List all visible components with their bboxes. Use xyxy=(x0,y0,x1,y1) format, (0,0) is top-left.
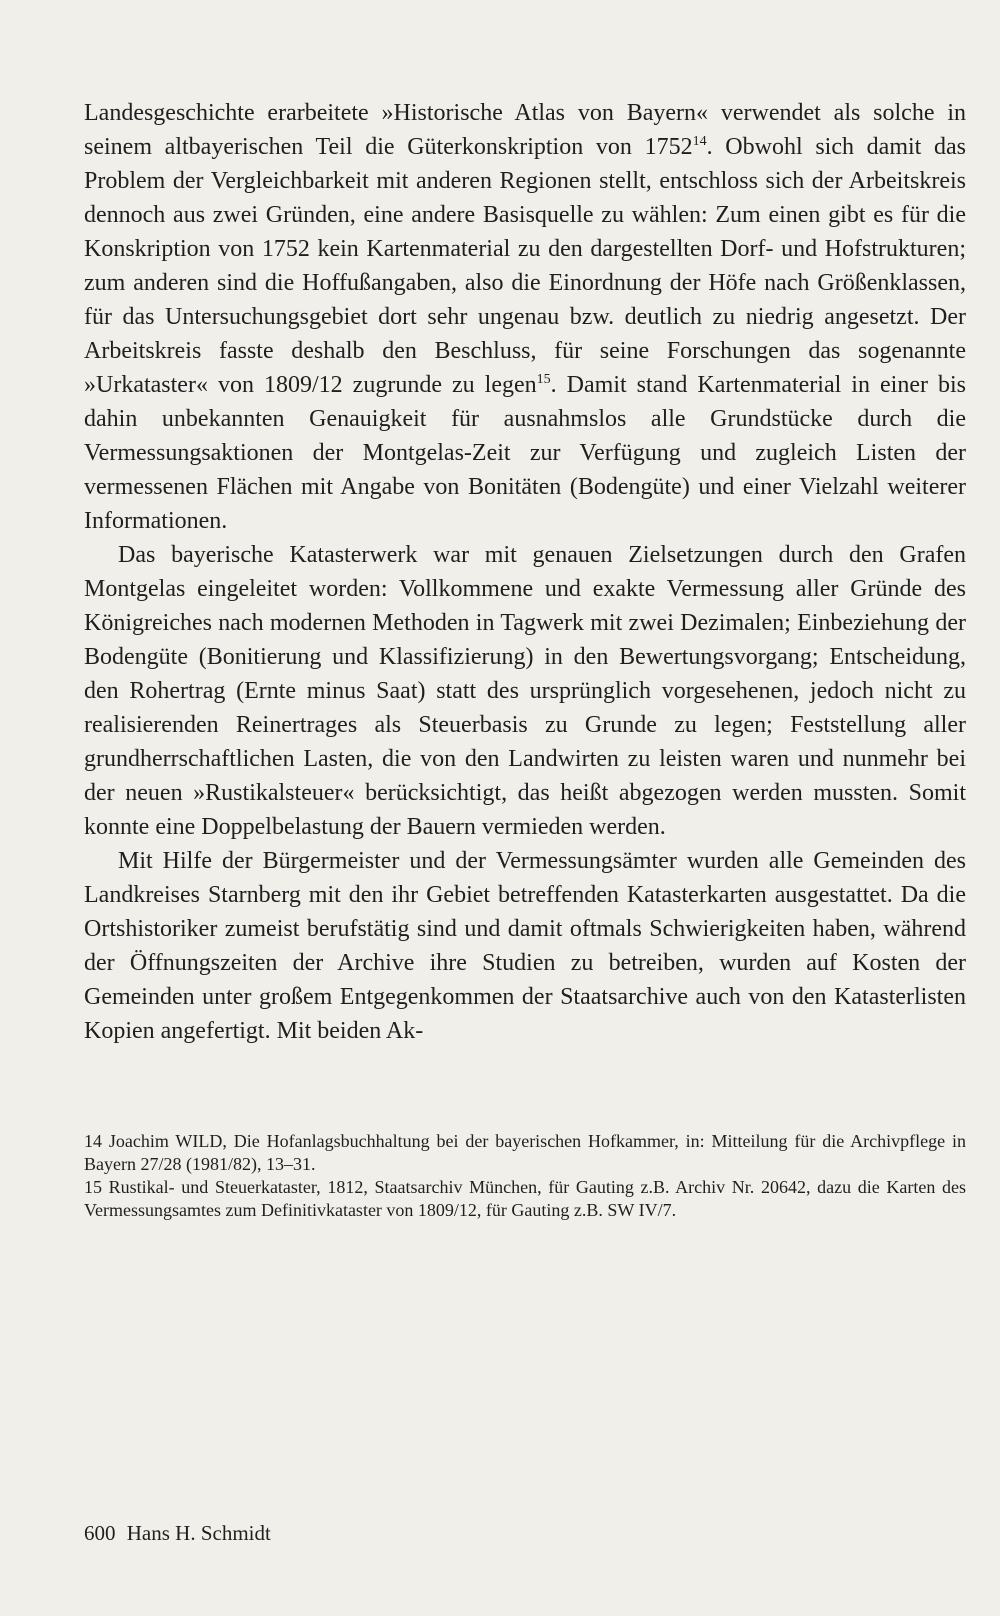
footnote-reference-14: 14 xyxy=(692,134,707,149)
footnote-text-15: Rustikal- und Steuerkataster, 1812, Staatsarchiv München, für Gauting z.B. Archiv Nr. 20642, dazu die Karten des Vermessungsamtes zum Definitivkataster von 1809/12, für Gauting z.B. SW IV/7. xyxy=(84,1177,966,1220)
footnote-15 xyxy=(84,1176,966,1222)
paragraph-1-text-part-2: . Obwohl sich damit das Problem der Vergleichbarkeit mit anderen Regionen stellt, entschloss sich der Arbeitskreis dennoch aus zwei Gründen, eine andere Basisquelle zu wählen: Zum einen gibt es für die Konskription von 1752 kein Kartenmaterial zu den dargestellten Dorf- und Hofstrukturen; zum anderen sind die Hoffußangaben, also die Einordnung der Höfe nach Größenklassen, für das Untersuchungsgebiet dort sehr ungenau bzw. deutlich zu niedrig angesetzt. Der Arbeitskreis fasste deshalb den Beschluss, für seine Forschungen das sogenannte »Urkataster« von 1809/12 zugrunde zu legen xyxy=(84,134,967,398)
page-number: 600 xyxy=(84,1521,116,1545)
footnote-number-15: 15 xyxy=(84,1177,102,1197)
page-footer xyxy=(84,1521,271,1545)
paragraph-1 xyxy=(84,96,966,538)
paragraph-1-text-part-3: . Damit stand Kartenmaterial in einer bis dahin unbekannten Genauigkeit für ausnahmslos alle Grundstücke durch die Vermessungsaktionen der Montgelas-Zeit zur Verfügung und zugleich Listen der vermessenen Flächen mit Angabe von Bonitäten (Bodengüte) und einer Vielzahl weiterer Informationen. xyxy=(84,372,966,534)
main-text xyxy=(84,96,966,1048)
footnote-text-14: Joachim WILD, Die Hofanlagsbuchhaltung bei der bayerischen Hofkammer, in: Mitteilung für die Archivpflege in Bayern 27/28 (1981/82), 13–31. xyxy=(84,1131,967,1174)
page-content xyxy=(84,96,966,1222)
footnote-reference-15: 15 xyxy=(536,372,551,387)
paragraph-2: Das bayerische Katasterwerk war mit genauen Zielsetzungen durch den Grafen Montgelas eingeleitet worden: Vollkommene und exakte Vermessung aller Gründe des Königreiches nach modernen Methoden in Tagwerk mit zwei Dezimalen; Einbeziehung der Bodengüte (Bonitierung und Klassifizierung) in den Bewertungsvorgang; Entscheidung, den Rohertrag (Ernte minus Saat) statt des ursprünglich vorgesehenen, jedoch nicht zu realisierenden Reinertrages als Steuerbasis zu Grunde zu legen; Feststellung aller grundherrschaftlichen Lasten, die von den Landwirten zu leisten waren und nunmehr bei der neuen »Rustikalsteuer« berücksichtigt, das heißt abgezogen werden mussten. Somit konnte eine Doppelbelastung der Bauern vermieden werden. xyxy=(84,542,966,840)
footnotes xyxy=(84,1130,966,1222)
footnote-number-14: 14 xyxy=(84,1131,102,1151)
paragraph-3: Mit Hilfe der Bürgermeister und der Vermessungsämter wurden alle Gemeinden des Landkreises Starnberg mit den ihr Gebiet betreffenden Katasterkarten ausgestattet. Da die Ortshistoriker zumeist berufstätig sind und damit oftmals Schwierigkeiten haben, während der Öffnungszeiten der Archive ihre Studien zu betreiben, wurden auf Kosten der Gemeinden unter großem Entgegenkommen der Staatsarchive auch von den Katasterlisten Kopien angefertigt. Mit beiden Ak- xyxy=(84,848,966,1044)
footnote-14 xyxy=(84,1130,966,1176)
running-author: Hans H. Schmidt xyxy=(126,1521,271,1545)
paragraph-1-text-part-1: Landesgeschichte erarbeitete »Historische Atlas von Bayern« verwendet als solche in seinem altbayerischen Teil die Güterkonskription von 1752 xyxy=(84,100,966,160)
